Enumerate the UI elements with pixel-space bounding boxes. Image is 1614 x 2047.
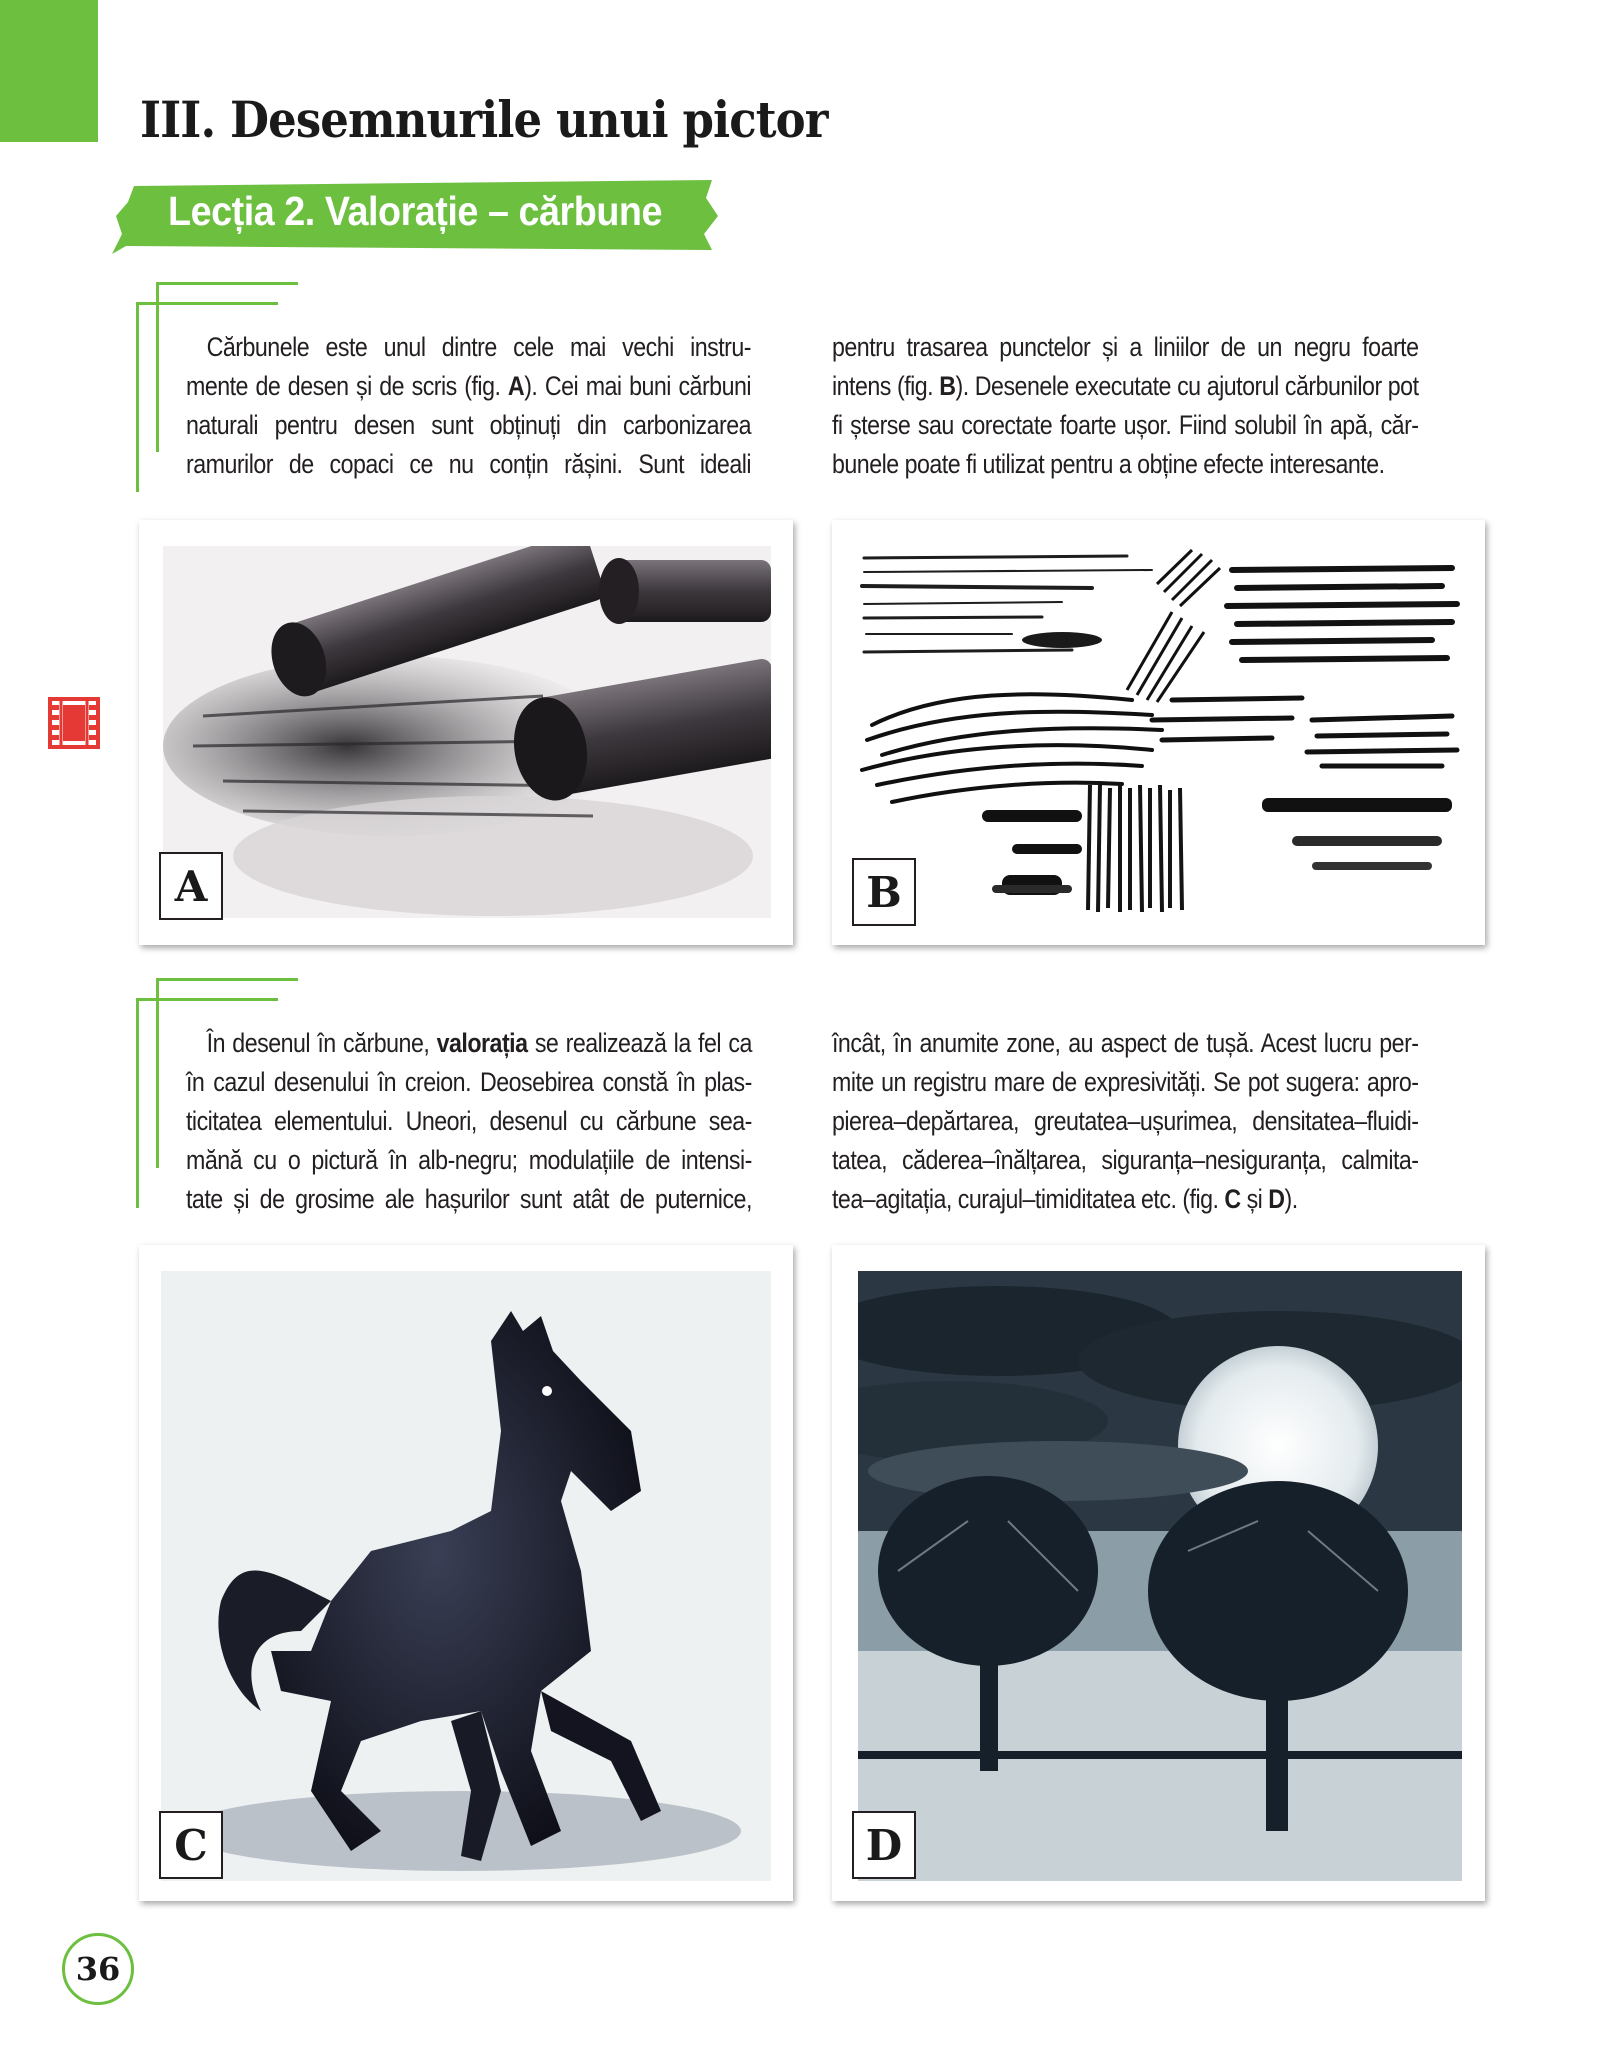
text-line: pierea–depărtarea, greutatea–ușurimea, densitatea–fluidi-	[832, 1106, 1419, 1136]
text-line: În desenul în cărbune, valorația se realizează la fel ca	[206, 1028, 752, 1058]
text-line: bunele poate fi utilizat pentru a obține efecte interesante.	[832, 449, 1385, 479]
text-line: naturali pentru desen sunt obținuți din carbonizarea	[186, 410, 752, 440]
figure-ref: C	[1224, 1184, 1241, 1214]
charcoal-sticks-image	[163, 546, 771, 918]
figure-label-b: B	[852, 858, 916, 926]
text-line: Cărbunele este unul dintre cele mai vechi instru-	[206, 332, 752, 362]
text-line: pentru trasarea punctelor și a liniilor de un negru foarte	[832, 332, 1419, 362]
bold-term: valorația	[436, 1028, 528, 1058]
page-number: 36	[62, 1933, 134, 2005]
text-line: intens (fig. B). Desenele executate cu ajutorul cărbunilor pot	[832, 371, 1419, 401]
chapter-tab-marker	[0, 0, 98, 142]
figure-ref: B	[939, 371, 956, 401]
figure-label-c: C	[159, 1811, 223, 1879]
chapter-title: III. Desemnurile unui pictor	[140, 90, 828, 149]
section1-paragraph-left	[186, 328, 751, 484]
night-landscape-image	[858, 1271, 1462, 1881]
section1-paragraph-right	[832, 328, 1419, 484]
section2-paragraph-right	[832, 1024, 1419, 1219]
figure-ref: A	[507, 371, 525, 401]
charcoal-strokes-image	[852, 540, 1464, 925]
figure-label-d: D	[852, 1811, 916, 1879]
lesson-title: Lecția 2. Valorație – cărbune	[168, 188, 663, 234]
text-line: ticitatea elementului. Uneori, desenul cu cărbune sea-	[186, 1106, 752, 1136]
text-line: ramurilor de copaci ce nu conțin rășini. Sunt ideali	[186, 449, 752, 479]
figure-c-horse-drawing	[139, 1245, 793, 1901]
text-line: încât, în anumite zone, au aspect de tușă. Acest lucru per-	[832, 1028, 1419, 1058]
text-line: tate și de grosime ale hașurilor sunt atât de puternice,	[186, 1184, 752, 1214]
figure-d-night-landscape	[832, 1245, 1485, 1901]
text-line: în cazul desenului în creion. Deosebirea constă în plas-	[186, 1067, 752, 1097]
text-line: mite un registru mare de expresivități. Se pot sugera: apro-	[832, 1067, 1419, 1097]
horse-drawing-image	[161, 1271, 771, 1881]
section2-paragraph-left	[186, 1024, 752, 1219]
figure-ref: D	[1268, 1184, 1285, 1214]
figure-b-charcoal-strokes	[832, 520, 1485, 945]
figure-label-a: A	[159, 852, 223, 920]
lesson-banner	[112, 176, 722, 254]
film-icon[interactable]	[48, 697, 100, 749]
text-line: mănă cu o pictură în alb-negru; modulațiile de intensi-	[186, 1145, 752, 1175]
text-line: fi șterse sau corectate foarte ușor. Fiind solubil în apă, căr-	[832, 410, 1419, 440]
figure-a-charcoal-sticks	[139, 520, 793, 945]
text-line: mente de desen și de scris (fig. A). Cei mai buni cărbuni	[186, 371, 752, 401]
text-line: tea–agitația, curajul–timiditatea etc. (fig. C și D).	[832, 1184, 1298, 1214]
text-line: tatea, căderea–înălțarea, siguranța–nesiguranța, calmita-	[832, 1145, 1419, 1175]
